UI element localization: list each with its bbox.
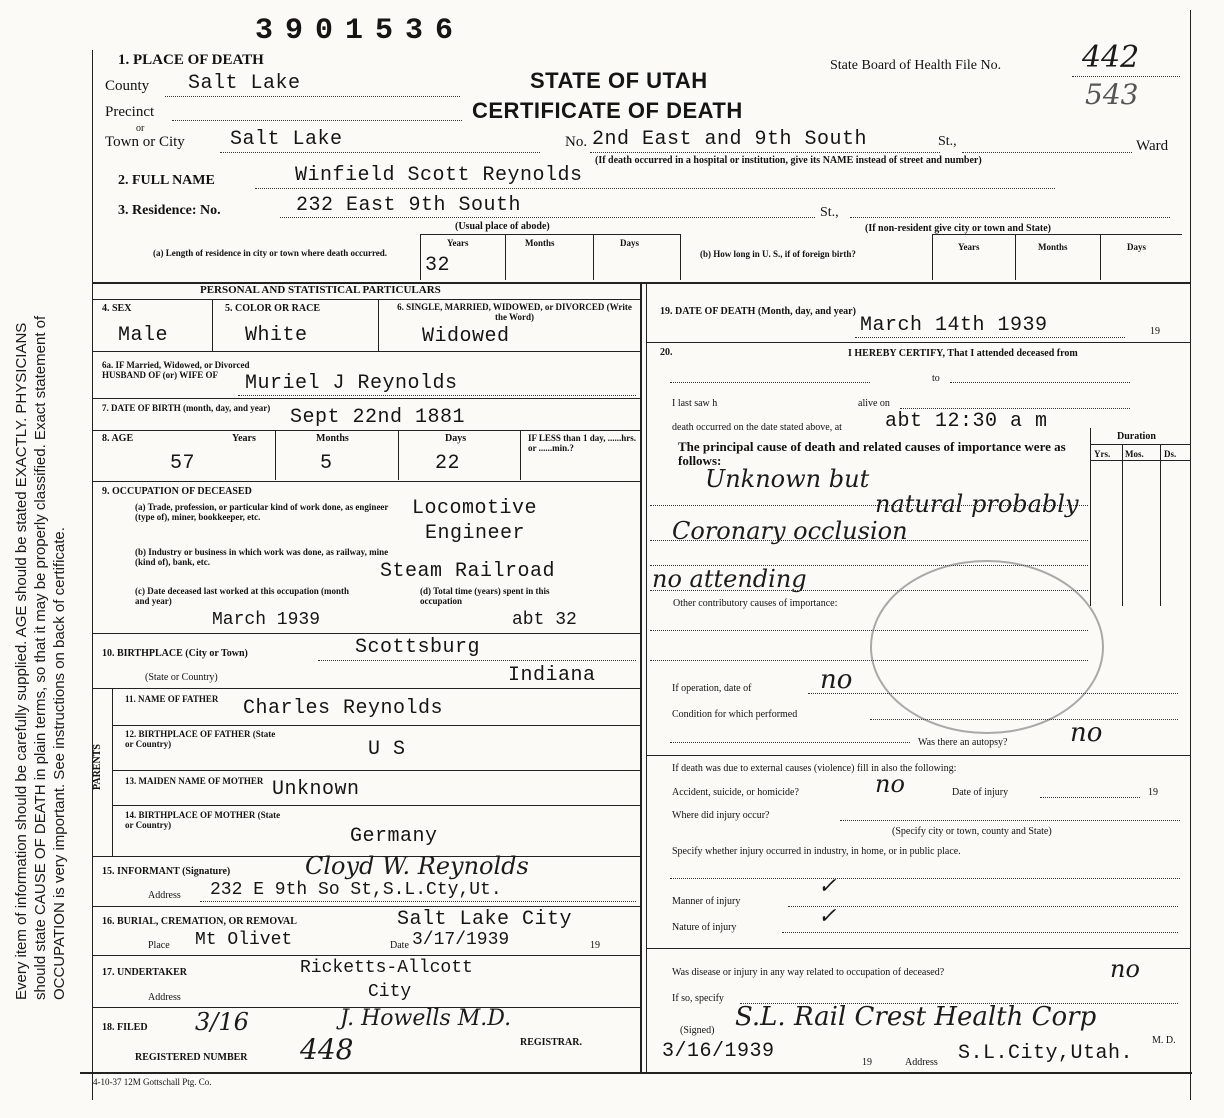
row-line <box>112 725 640 726</box>
informant-address-label: Address <box>148 890 181 901</box>
color-divider <box>378 299 379 351</box>
where-injury-label: Where did injury occur? <box>672 810 770 821</box>
nature-line <box>782 932 1178 933</box>
residence-st-label: St., <box>820 205 839 220</box>
duration-divider <box>1122 444 1123 606</box>
informant-address: 232 E 9th So St,S.L.Cty,Ut. <box>210 880 502 900</box>
signed-label: (Signed) <box>680 1025 715 1036</box>
autopsy-value: no <box>1070 718 1103 748</box>
file-no-label: State Board of Health File No. <box>830 58 1002 73</box>
ward-line <box>962 152 1132 153</box>
residence-line <box>280 217 815 218</box>
undertaker-name: Ricketts-Allcott <box>300 958 473 978</box>
birthplace-state-label: (State or Country) <box>145 672 218 683</box>
mother-label: 13. MAIDEN NAME OF MOTHER <box>125 776 264 786</box>
county-label: County <box>105 78 150 94</box>
age-years-label: Years <box>232 433 256 444</box>
county-line <box>165 96 460 97</box>
burial-place-label: Place <box>148 940 170 951</box>
physician-address: S.L.City,Utah. <box>958 1042 1134 1065</box>
spouse-line <box>238 395 636 396</box>
filed-label: 18. FILED <box>102 1022 148 1033</box>
row-line <box>92 906 640 907</box>
death-time-value: abt 12:30 a m <box>885 410 1048 433</box>
duration-line <box>1090 444 1190 445</box>
alive-on-label: alive on <box>858 398 890 409</box>
town-label: Town or City <box>105 134 185 150</box>
form-left-border <box>92 50 93 1100</box>
age-days-label: Days <box>445 433 467 444</box>
operation-label: If operation, date of <box>672 683 752 694</box>
cause-line <box>650 540 1088 541</box>
mother-value: Unknown <box>272 778 360 801</box>
death-occurred-label: death occurred on the date stated above, at <box>672 422 842 433</box>
condition-label: Condition for which performed <box>672 709 798 720</box>
row-line <box>112 770 640 771</box>
md-label: M. D. <box>1152 1035 1176 1046</box>
duration-label: Duration <box>1117 431 1156 442</box>
age-divider <box>275 430 276 480</box>
mother-birthplace-value: Germany <box>350 825 438 848</box>
foreign-birth-label: (b) How long in U. S., if of foreign birth? <box>700 249 856 259</box>
months-label: Months <box>525 238 555 248</box>
last-saw-label: I last saw h <box>672 398 718 409</box>
father-label: 11. NAME OF FATHER <box>125 694 219 704</box>
spouse-value: Muriel J Reynolds <box>245 372 458 395</box>
certify-number: 20. <box>660 347 673 358</box>
age-label: 8. AGE <box>102 433 134 444</box>
cause-line <box>650 505 1088 506</box>
mother-birthplace-label: 14. BIRTHPLACE OF MOTHER (State or Country) <box>125 810 281 830</box>
usual-abode-note: (Usual place of abode) <box>455 221 550 232</box>
row-line <box>92 351 640 352</box>
specify-city-note: (Specify city or town, county and State) <box>892 826 1052 837</box>
residence-st-line <box>850 217 1170 218</box>
condition-line <box>870 719 1178 720</box>
from-line <box>670 382 870 383</box>
age-divider <box>398 430 399 480</box>
street-value: 2nd East and 9th South <box>592 128 868 151</box>
precinct-line <box>172 120 462 121</box>
duration-yrs: Yrs. <box>1094 449 1111 459</box>
personal-heading: PERSONAL AND STATISTICAL PARTICULARS <box>200 284 441 296</box>
dob-value: Sept 22nd 1881 <box>290 406 466 429</box>
residence-label: 3. Residence: No. <box>118 203 221 218</box>
manner-check: ✓ <box>818 874 837 899</box>
physician-address-label: Address <box>905 1057 938 1068</box>
registrar-signature: J. Howells M.D. <box>340 1006 512 1031</box>
external-causes-label: If death was due to external causes (violence) fill in also the following: <box>672 763 957 774</box>
nature-label: Nature of injury <box>672 922 737 933</box>
sex-value: Male <box>118 324 169 347</box>
birthplace-city: Scottsburg <box>355 636 481 659</box>
res-box-divider <box>680 234 681 280</box>
us-box-divider <box>932 234 933 280</box>
street-no-label: No. <box>565 134 588 150</box>
accident-value: no <box>875 770 905 798</box>
duration-divider <box>1090 428 1091 606</box>
registrar-label: REGISTRAR. <box>520 1037 582 1048</box>
file-number: 442 <box>1082 40 1140 75</box>
street-st-label: St., <box>938 134 957 149</box>
us-box-top <box>932 234 1182 235</box>
us-box-divider <box>1015 234 1016 280</box>
row-line <box>92 398 640 399</box>
row-line <box>92 481 640 482</box>
death-date-value: March 14th 1939 <box>860 314 1048 337</box>
residence-value: 232 East 9th South <box>296 194 522 217</box>
operation-value: no <box>820 665 853 695</box>
informant-address-line <box>200 901 636 902</box>
burial-place: Mt Olivet <box>195 930 293 950</box>
cause-line-2: natural probably <box>875 490 1079 518</box>
cause-line-3: Coronary occlusion <box>672 517 908 545</box>
spouse-label: 6a. IF Married, Widowed, or Divorced HUSBAND OF (or) WIFE OF <box>102 360 250 380</box>
registered-number-label: REGISTERED NUMBER <box>135 1052 248 1063</box>
res-box-divider <box>420 234 421 280</box>
sex-label: 4. SEX <box>102 303 132 314</box>
burial-date-label: Date <box>390 940 409 951</box>
principal-cause-label: The principal cause of death and related causes of importance were as follows: <box>678 439 1066 468</box>
father-birthplace-value: U S <box>368 738 406 761</box>
registered-number: 448 <box>300 1033 354 1066</box>
row-line <box>92 955 640 956</box>
other-causes-label: Other contributory causes of importance: <box>673 598 838 609</box>
us-days-label: Days <box>1127 242 1147 252</box>
nonresident-note: (If non-resident give city or town and State) <box>865 223 1052 234</box>
informant-label: 15. INFORMANT (Signature) <box>102 866 231 877</box>
death-date-line <box>855 337 1125 338</box>
occupation-a-value-1: Locomotive <box>412 497 538 520</box>
days-label: Days <box>620 238 640 248</box>
state-title: STATE OF UTAH <box>530 68 708 93</box>
industry-line <box>670 878 1180 879</box>
sex-divider <box>212 299 213 351</box>
row-line <box>112 805 640 806</box>
disease-label: Was disease or injury in any way related to occupation of deceased? <box>672 967 945 978</box>
industry-label: Specify whether injury occurred in industry, in home, or in public place. <box>672 846 961 857</box>
res-box-divider <box>593 234 594 280</box>
us-months-label: Months <box>1038 242 1068 252</box>
color-label: 5. COLOR OR RACE <box>225 303 321 314</box>
duration-mos: Mos. <box>1125 449 1144 459</box>
alive-on-line <box>900 408 1130 409</box>
to-line <box>950 382 1130 383</box>
less-than-label: IF LESS than 1 day, ......hrs. or ......min.? <box>528 433 636 453</box>
full-name-label: 2. FULL NAME <box>118 173 215 188</box>
physician-signature: S.L. Rail Crest Health Corp <box>735 1002 1097 1032</box>
res-box-top <box>420 234 680 235</box>
duration-line <box>1090 460 1190 461</box>
town-line <box>220 152 540 153</box>
autopsy-blank-line <box>670 742 910 743</box>
precinct-label: Precinct <box>105 104 155 120</box>
personal-heading-line <box>92 299 640 300</box>
side-instructions-line: Every item of information should be carefully supplied. AGE should be stated EXACTLY. PHYSICIANS <box>13 322 30 1000</box>
duration-divider <box>1160 444 1161 606</box>
duration-ds: Ds. <box>1164 449 1177 459</box>
autopsy-label: Was there an autopsy? <box>918 737 1008 748</box>
full-name-line <box>255 188 1055 189</box>
parents-divider <box>112 688 113 856</box>
if-so-label: If so, specify <box>672 993 724 1004</box>
side-instructions-line: OCCUPATION is very important. See instructions on back of certificate. <box>51 527 68 1000</box>
row-line <box>92 430 640 431</box>
occupation-d-label: (d) Total time (years) spent in this occupation <box>420 586 550 606</box>
row-line <box>92 633 640 634</box>
file-no-line <box>1072 76 1180 77</box>
undertaker-address-label: Address <box>148 992 181 1003</box>
occupation-d-value: abt 32 <box>512 610 577 630</box>
operation-line <box>808 693 1178 694</box>
full-name-value: Winfield Scott Reynolds <box>295 164 583 187</box>
hospital-note: (If death occurred in a hospital or institution, give its NAME instead of street and number) <box>595 155 982 166</box>
accident-label: Accident, suicide, or homicide? <box>672 787 799 798</box>
side-instructions <box>12 0 69 1000</box>
burial-date: 3/17/1939 <box>412 930 510 950</box>
age-days-value: 22 <box>435 452 461 475</box>
burial-label: 16. BURIAL, CREMATION, OR REMOVAL <box>102 916 297 927</box>
filed-value: 3/16 <box>195 1008 249 1036</box>
occupation-c-value: March 1939 <box>212 610 321 630</box>
manner-line <box>788 906 1178 907</box>
birthplace-label: 10. BIRTHPLACE (City or Town) <box>102 648 248 659</box>
form-right-border <box>1190 10 1191 1100</box>
us-box-divider <box>1100 234 1101 280</box>
father-birthplace-label: 12. BIRTHPLACE OF FATHER (State or Country) <box>125 729 276 749</box>
marital-value: Widowed <box>422 325 510 348</box>
years-label: Years <box>447 238 469 248</box>
occupation-a-value-2: Engineer <box>425 522 526 545</box>
color-value: White <box>245 324 308 347</box>
to-label: to <box>932 373 940 384</box>
county-value: Salt Lake <box>188 72 301 95</box>
row-line <box>646 755 1190 756</box>
occupation-b-value: Steam Railroad <box>380 560 556 583</box>
form-bottom-border <box>80 1072 1192 1074</box>
occupation-b-label: (b) Industry or business in which work was done, as railway, mine (kind of), bank, etc. <box>135 547 389 567</box>
injury-date-label: Date of injury <box>952 787 1009 798</box>
birthplace-state: Indiana <box>508 664 596 687</box>
signed-date: 3/16/1939 <box>662 1040 775 1063</box>
street-line <box>590 152 940 153</box>
cause-line-1: Unknown but <box>705 465 870 493</box>
manner-label: Manner of injury <box>672 896 741 907</box>
occupation-c-label: (c) Date deceased last worked at this occupation (month and year) <box>135 586 349 606</box>
town-value: Salt Lake <box>230 128 343 151</box>
place-of-death-heading: 1. PLACE OF DEATH <box>118 52 264 68</box>
undertaker-address: City <box>368 982 412 1002</box>
age-years-value: 57 <box>170 452 196 475</box>
occupation-heading: 9. OCCUPATION OF DECEASED <box>102 486 252 497</box>
row-line <box>92 688 640 689</box>
age-months-value: 5 <box>320 452 333 475</box>
residence-years-value: 32 <box>425 254 451 277</box>
file-number-secondary: 543 <box>1085 78 1139 111</box>
signed-year-label: 19 <box>862 1057 872 1068</box>
or-label: or <box>136 123 145 134</box>
injury-date-line <box>1040 797 1140 798</box>
certificate-serial-number: 3901536 <box>255 14 466 48</box>
injury-year-label: 19 <box>1148 787 1158 798</box>
marital-label: 6. SINGLE, MARRIED, WIDOWED, or DIVORCED (Write the Word) <box>397 302 632 322</box>
certify-label: I HEREBY CERTIFY, That I attended deceased from <box>848 348 1078 359</box>
death-date-label: 19. DATE OF DEATH (Month, day, and year) <box>660 306 856 317</box>
father-value: Charles Reynolds <box>243 697 444 720</box>
informant-signature: Cloyd W. Reynolds <box>305 852 529 880</box>
nature-check: ✓ <box>818 904 837 929</box>
length-residence-label: (a) Length of residence in city or town where death occurred. <box>152 248 388 258</box>
column-divider <box>640 282 642 1072</box>
where-injury-line <box>840 820 1180 821</box>
seal-stamp <box>870 560 1104 734</box>
row-line <box>646 342 1190 343</box>
res-box-divider <box>505 234 506 280</box>
printer-line: 4-10-37 12M Gottschall Ptg. Co. <box>93 1077 212 1087</box>
undertaker-label: 17. UNDERTAKER <box>102 967 188 978</box>
death-year-label: 19 <box>1150 326 1160 337</box>
occupation-a-label: (a) Trade, profession, or particular kind of work done, as engineer (type of), miner, bookkeeper, etc. <box>135 502 389 522</box>
parents-side-label: PARENTS <box>92 744 103 790</box>
cause-line-4: no attending <box>652 565 807 593</box>
age-months-label: Months <box>316 433 349 444</box>
row-line <box>646 948 1190 949</box>
certificate-title: CERTIFICATE OF DEATH <box>472 98 743 123</box>
dob-label: 7. DATE OF BIRTH (month, day, and year) <box>102 403 271 413</box>
burial-value: Salt Lake City <box>397 908 573 931</box>
column-divider-inner <box>646 282 647 1072</box>
us-years-label: Years <box>958 242 980 252</box>
age-divider <box>520 430 521 480</box>
side-instructions-line: should state CAUSE OF DEATH in plain terms, so that it may be properly classified. Exact statement of <box>32 315 49 1000</box>
burial-year-label: 19 <box>590 940 600 951</box>
birthplace-line <box>318 660 636 661</box>
ward-label: Ward <box>1136 138 1169 154</box>
disease-value: no <box>1110 955 1140 983</box>
